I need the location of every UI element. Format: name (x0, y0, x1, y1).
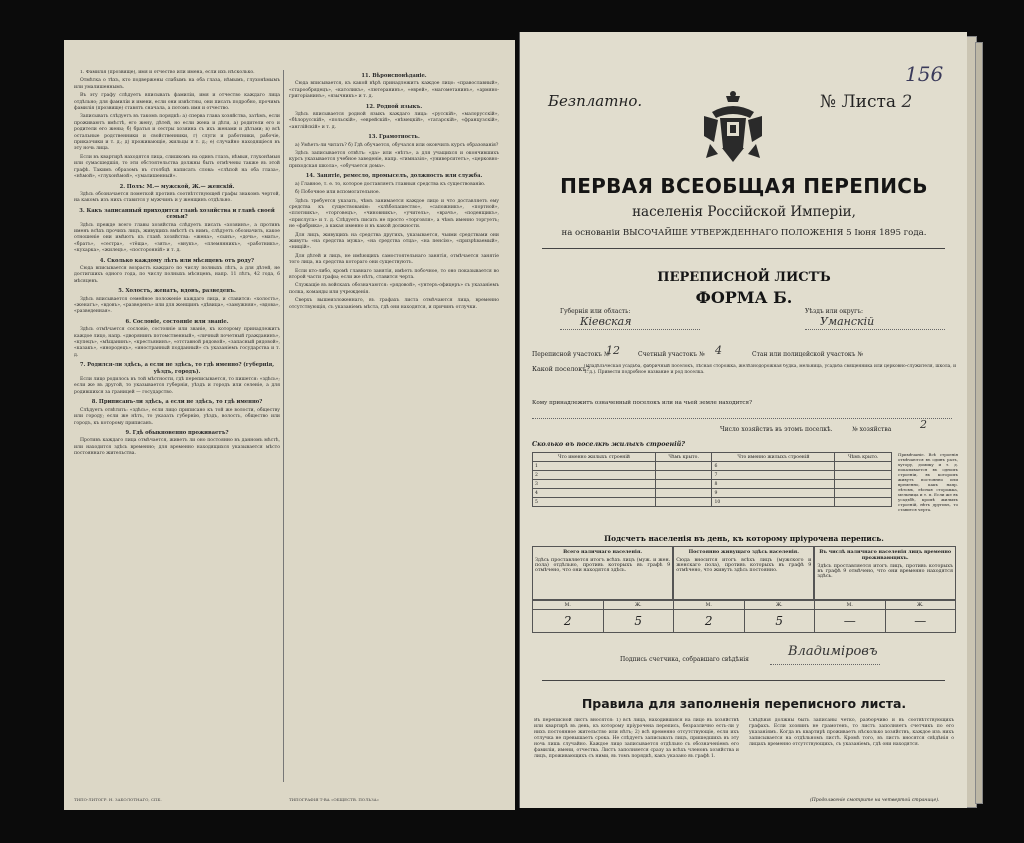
instructions-column-2 (289, 70, 499, 782)
district-line (805, 329, 945, 330)
count-value: — (885, 610, 956, 633)
sex-label: Ж. (885, 601, 956, 610)
table-row (533, 471, 892, 480)
instruction-paragraph: Противъ каждаго лица отмѣчается, живетъ ли оно постоянно въ данномъ мѣстѣ, или находится здѣсь временно; для временно находящихся указывается мѣсто постояннаго жительства. (74, 438, 280, 457)
households-label: Число хозяйствъ въ этомъ поселкѣ. (720, 426, 833, 433)
row-number: 5 (533, 498, 656, 507)
owner-line (532, 418, 952, 419)
household-number-value: 2 (920, 418, 927, 431)
count-value: 5 (603, 610, 674, 633)
row-number: 3 (533, 480, 656, 489)
divider-rule (542, 248, 945, 249)
instruction-heading: 13. Грамотность. (368, 134, 420, 141)
sex-label: Ж. (744, 601, 815, 610)
count-boxes (532, 546, 956, 600)
instruction-paragraph: а) Умѣетъ-ли читать? б) Гдѣ обучается, обучался или окончилъ курсъ образованія? (295, 142, 499, 148)
instruction-paragraph: Здѣсь прежде всего главы хозяйства слѣдуетъ писать «хозяинъ», а противъ именъ всѣхъ прочихъ лицъ, живущихъ вмѣстѣ съ нимъ, слѣдуетъ обозначить, какое отношеніе они имѣютъ къ главѣ хозяйства: «жена», «сынъ», «дочь», «мать», «братъ», «сестра», «тёща», «зять», «внукъ», «племянникъ», «работникъ», «кухарка», «жилецъ», «посторонній» и т. д. (74, 222, 280, 254)
instruction-paragraph: Въ эту графу слѣдуетъ вписывать фамиліи, имя и отчество каждаго лица отдѣльно; для фамиліи и имени, если они извѣстны, они писать подробно, прочимъ фамилія (прозвище) ставятъ сначала, а потомъ имя и отчество. (74, 93, 280, 112)
instruction-paragraph: Сюда вписывается, къ какой вѣрѣ принадлежитъ каждое лицо: «православный», «старообрядецъ», «католикъ», «лютеранинъ», «еврей», «магометанинъ», «армяно-григоріанинъ», «язычникъ» и т. д. (289, 81, 499, 100)
instruction-heading: 7. Родился-ли здѣсь, а если не здѣсь, то гдѣ именно? (губернія, уѣздъ, городъ). (79, 362, 275, 375)
instruction-paragraph: а) Главное, т. е. то, которое доставляетъ главныя средства къ существованію. (295, 181, 486, 187)
count-title: Подсчетъ населенія въ день, къ которому пріурочена перепись. (604, 534, 884, 543)
table-row (533, 498, 892, 507)
sheet-number-label: № Листа (820, 92, 897, 112)
district-label: Уѣздъ или округъ: (805, 308, 864, 315)
instruction-heading: 6. Сословіе, состояніе или званіе. (125, 318, 229, 325)
instruction-heading: 11. Вѣроисповѣданіе. (361, 73, 427, 79)
census-form-page (519, 32, 967, 808)
district-value: Уманскій (820, 315, 875, 328)
instructions-column-1 (74, 70, 280, 782)
buildings-header: Чѣмъ крыто. (835, 453, 892, 462)
sex-label: М. (815, 601, 886, 610)
instruction-heading: 9. Гдѣ обыкновенно проживаетъ? (125, 429, 229, 436)
instruction-paragraph: Здѣсь вписывается семейное положеніе каждаго лица, и ставится: «холостъ», «женатъ», «вдовъ», «разведенъ» или для женщинъ «дѣвица», «замужняя», «вдова», «разведенная». (74, 296, 280, 315)
instruction-paragraph: Служащіе въ войскахъ обозначаются: «рядовой», «унтеръ-офицеръ» съ указаніемъ полка, команды или учрежденія. (289, 283, 499, 295)
count-value: 2 (533, 610, 604, 633)
row-number: 4 (533, 489, 656, 498)
buildings-header: Что именно жилыхъ строеній (712, 453, 835, 462)
row-number: 8 (712, 480, 835, 489)
settlement-hint: (Владѣльческая усадьба, фабричный поселокъ, лѣсная сторожка, желѣзнодорожная будка, мельница, усадьба священника или церковно-служителя, школа, и т. д.). Привести подробное название и род поселка. (584, 364, 956, 375)
count-box-text: Сюда вносится итогъ всѣхъ лицъ (мужского и женскаго пола), противъ которыхъ въ графѣ 9 отмѣчено, что живутъ здѣсь постоянно. (676, 558, 812, 573)
instruction-heading: 12. Родной языкъ. (365, 103, 423, 110)
instruction-heading: 14. Занятіе, ремесло, промыселъ, должность или служба. (305, 173, 483, 180)
printer-footer-right: ТИПОГРАФІЯ Т-ВА «ОБЩЕСТВ. ПОЛЬЗА» (289, 797, 380, 802)
instruction-paragraph: Для дѣтей и лицъ, не имѣющихъ самостоятельнаго занятія, отмѣчается занятіе того лица, на средства котораго они существуютъ. (289, 253, 499, 266)
census-area-label: Переписной участокъ № (532, 351, 610, 358)
buildings-table (532, 452, 892, 507)
instruction-paragraph: Слѣдуетъ отвѣтить: «здѣсь», если лицо приписано къ той же волости, обществу или городу; если же нѣтъ, то указать губернію, уѣздъ, волость, общество или городъ, къ которому приписанъ. (74, 407, 280, 426)
instruction-heading: 5. Холостъ, женатъ, вдовъ, разведенъ. (118, 288, 236, 295)
divider-rule (542, 680, 945, 681)
rules-title: Правила для заполненія переписного листа. (581, 696, 907, 711)
table-row (533, 480, 892, 489)
count-box-text: Здѣсь проставляется итогъ всѣхъ лицъ (муж. и жен. пола) отдѣльно, противъ которыхъ въ графѣ 9 отмѣчено, что они находятся здѣсь. (535, 558, 671, 573)
settlement-label: Какой поселокъ? (532, 365, 590, 373)
count-box-title: Всего наличнаго населенія. (563, 549, 643, 555)
signature-value: Владиміровъ (788, 644, 878, 659)
count-value: — (815, 610, 886, 633)
row-number: 10 (712, 498, 835, 507)
row-number: 1 (533, 462, 656, 471)
count-box-text: Здѣсь проставляется итогъ лицъ, противъ которыхъ въ графѣ 9 отмѣчено, что они временно находятся здѣсь. (817, 564, 953, 579)
buildings-header: Чѣмъ крыто. (655, 453, 712, 462)
counting-area-label: Счетный участокъ № (638, 351, 705, 358)
police-area-label: Стан или полицейской участокъ № (752, 351, 864, 358)
province-line (560, 329, 700, 330)
buildings-header: Что именно жилыхъ строеній (533, 453, 656, 462)
printer-footer-left: ТИПО-ЛИТОГР. Н. ЗАБОЛОТНАГО, СПБ. (74, 797, 162, 802)
census-title: ПЕРВАЯ ВСЕОБЩАЯ ПЕРЕПИСЬ (560, 174, 928, 198)
count-value: 5 (744, 610, 815, 633)
column-divider (283, 70, 284, 782)
instruction-paragraph: Здѣсь вписывается родной языкъ каждаго лица: «русскій», «малорусскій», «бѣлорусскій», «польскій», «еврейскій», «нѣмецкій», «татарскій», «французскій», «англійскій» и т. д. (289, 112, 499, 130)
count-box (814, 546, 956, 600)
census-area-value: 12 (606, 344, 620, 357)
instruction-paragraph: Сверхъ вышеизложеннаго, въ графахъ листа отмѣчаются лица, временно отсутствующія, съ указаніемъ мѣста, гдѣ они находятся, и причинъ отлучки. (289, 298, 499, 310)
sheet-number (820, 92, 912, 112)
household-number-label: № хозяйства (852, 426, 892, 433)
signature-label: Подпись счетчика, собравшаго свѣдѣнія (620, 656, 749, 663)
form-title: ПЕРЕПИСНОЙ ЛИСТЪ (657, 270, 831, 285)
instruction-heading: 2. Полъ: М.— мужской, Ж.— женскій. (119, 183, 235, 190)
count-box-title: Постоянно живущаго здѣсь населенія. (688, 549, 799, 555)
archive-page-number: 156 (905, 62, 944, 86)
count-value: 2 (674, 610, 745, 633)
rules-column-1: Въ переписной листъ вносятся: 1) всѣ лица, находившіяся на лицо въ хозяйствѣ или квартирѣ въ день, къ которому пріурочена перепись, безразлично есть-ли у нихъ постоянное жительство или нѣтъ; 2) всѣ временно отсутствующіе, если ихъ отлучка не превышаетъ срока. Не слѣдуетъ записывать лицъ, пришедшихъ въ эту ночь лишь случайно. Каждое лицо записывается отдѣльно съ обозначеніемъ его фамиліи, имени, отчества. Листъ заполняется сразу за всѣхъ членовъ хозяйства и лицъ, проживающихъ съ ними, въ томъ порядкѣ, какъ указано въ графѣ 1. (534, 718, 739, 759)
instruction-paragraph: Здѣсь требуется указать, чѣмъ занимается каждое лицо и что доставляетъ ему средства къ существованію: «хлѣбопашество», «сапожникъ», «портной», «плотникъ», «торговецъ», «чиновникъ», «учитель», «врачъ», «поденщикъ», «прислуга» и т. д. Слѣдуетъ писать не просто «торговля», а чѣмъ именно торгуетъ; не «фабрика», а какая именно и въ какой должности. (289, 198, 499, 230)
instruction-paragraph: Отмѣтка о тѣхъ, кто подвержены слабымъ на оба глаза, нѣмымъ, глухонѣмымъ или умалишеннымъ. (74, 78, 280, 90)
instruction-paragraph: Если въ квартирѣ находятся лица, слишкомъ на одинъ глазъ, нѣмыя, глухонѣмыя или сумасшедшія, то эти обстоятельства должны быть отмѣчены также въ этой графѣ. Такимъ образомъ въ столбцѣ написать слова: «слѣпой на оба глаза», «нѣмой», «глухонѣмой», «умалишенный». (74, 154, 280, 180)
free-label: Безплатно. (548, 92, 643, 110)
instruction-paragraph: б) Побочное или вспомогательное. (295, 190, 381, 196)
row-number: 9 (712, 489, 835, 498)
instruction-paragraph: Здѣсь отмѣчается сословіе, состояніе или званіе, къ которому принадлежитъ каждое лицо, напр. «дворянинъ потомственный», «личный почетный гражданинъ», «купецъ», «мѣщанинъ», «крестьянинъ», «отставной рядовой», «запасный рядовой», «казакъ», «инородецъ», «иностранный подданный» съ указаніемъ государства и т. д. (74, 327, 280, 358)
form-subtitle: ФОРМА Б. (695, 288, 793, 307)
table-row (533, 610, 956, 633)
instruction-paragraph: 1. Фамилія (прозвище), имя и отчество или имена, если ихъ нѣсколько. (80, 70, 255, 75)
count-box (532, 546, 673, 600)
province-value: Кіевская (580, 315, 632, 328)
rules-column-2: Свѣдѣнія должны быть записаны четко, разборчиво и въ соотвѣтствующихъ графахъ. Если хозяинъ не грамотенъ, то листъ заполняетъ счетчикъ по его указаніямъ. Когда въ квартирѣ проживаетъ нѣсколько хозяйствъ, каждое изъ нихъ записывается на отдѣльномъ листѣ. Кромѣ того, въ листъ вносятся свѣдѣнія о лицахъ временно отсутствующихъ, съ указаніемъ, гдѣ они находятся. (749, 718, 954, 747)
row-number: 6 (712, 462, 835, 471)
instruction-paragraph: Здѣсь записывается отвѣтъ: «да» или «нѣтъ», а для учащихся и окончившихъ курсъ указывается учебное заведеніе, напр. «гимназія», «университетъ», «церковно-приходская школа», «обучается дома». (289, 151, 499, 169)
instruction-paragraph: Для лицъ, живущихъ на средства другихъ, указывается, чьими средствами они живутъ: «на средства мужа», «на средства отца», «на пенсію», «призрѣваемый», «нищій». (289, 232, 499, 251)
sex-label: М. (674, 601, 745, 610)
instruction-paragraph: Сюда вписывается возрастъ каждаго по числу полныхъ лѣтъ, а для дѣтей, не достигшихъ одного года, по числу полныхъ мѣсяцевъ, напр. 11 лѣтъ, 42 года, 6 мѣсяцевъ. (74, 265, 280, 284)
instruction-paragraph: Если лицо родилось въ той мѣстности, гдѣ переписывается, то пишется: «здѣсь»; если же въ другой, то указывается губернія, уѣздъ и городъ или селеніе, а для родившихся за границей — государство. (74, 377, 280, 395)
signature-line (770, 664, 880, 665)
row-number: 2 (533, 471, 656, 480)
row-number: 7 (712, 471, 835, 480)
buildings-label: Сколько въ поселкѣ жилыхъ строеній? (532, 440, 686, 448)
census-subtitle: населенія Россійской Имперіи, (632, 204, 856, 220)
instruction-paragraph: Здѣсь обозначается пометкой противъ соотвѣтствующей графы знакомъ чертой, на какомъ изъ нихъ ставится у мужчинъ и у женщинъ отдѣльно. (74, 191, 280, 204)
count-box (673, 546, 814, 600)
sex-label: Ж. (603, 601, 674, 610)
page-stack-edge-outer (975, 42, 983, 804)
sex-label: М. (533, 601, 604, 610)
rules-footer: (Продолженіе смотрите на четвертой странице). (810, 798, 940, 803)
instruction-heading: 3. Какъ записанный приходится главѣ хозяйства и главѣ своей семьи? (79, 207, 275, 221)
sheet-number-value: 2 (901, 92, 913, 112)
buildings-note: Примѣчаніе. Всѣ строенія отмѣчаются въ одинъ разъ, хутору, домику и т. д. показывается въ одномъ строеніи, въ которомъ живутъ постоянно или временно, какъ напр. лѣтомъ, лѣсная сторожка, мельница и т. п. Если же въ усадьбѣ, кромѣ жилыхъ строеній, нѣтъ другихъ, то ставится черта. (898, 452, 958, 512)
count-box-title: Въ числѣ наличнаго населенія лицъ временно проживающихъ. (819, 549, 952, 561)
imperial-eagle-icon (700, 90, 766, 170)
table-row (533, 462, 892, 471)
province-label: Губернія или область: (560, 308, 631, 315)
owner-label: Кому принадлежитъ означенный поселокъ или на чьей земле находится? (532, 400, 753, 406)
instruction-heading: 8. Приписанъ-ли здѣсь, а если не здѣсь, то гдѣ именно? (91, 399, 263, 406)
instructions-page (64, 40, 515, 810)
table-row (533, 489, 892, 498)
counting-area-value: 4 (715, 344, 722, 357)
table-row (533, 601, 956, 610)
count-table (532, 600, 956, 633)
instruction-heading: 4. Сколько каждому лѣтъ или мѣсяцевъ отъ роду? (99, 257, 255, 264)
instruction-paragraph: Если кто-либо, кромѣ главнаго занятія, имѣетъ побочное, то оно показывается во второй части графы; если же нѣтъ, ставится черта. (289, 268, 499, 280)
census-decree-line: на основаніи ВЫСОЧАЙШЕ УТВЕРЖДЕННАГО ПОЛОЖЕНІЯ 5 Іюня 1895 года. (561, 228, 927, 238)
instruction-paragraph: Записывать слѣдуетъ въ такомъ порядкѣ: а) сперва глава хозяйства, затѣмъ, если проживаютъ вмѣстѣ, его жену, дѣтей, но если жена и дѣти, а) родители его и родители его жены; б) братья и сестры хозяина съ ихъ женами и дѣтьми; в) всѣ остальные родственники и свойственники, г) слуги и работники, рабочіе, приказчики и т. д.; д) проживающіе, жильцы и т. д.; е) случайно находящіеся въ эту ночь лица. (74, 114, 280, 152)
